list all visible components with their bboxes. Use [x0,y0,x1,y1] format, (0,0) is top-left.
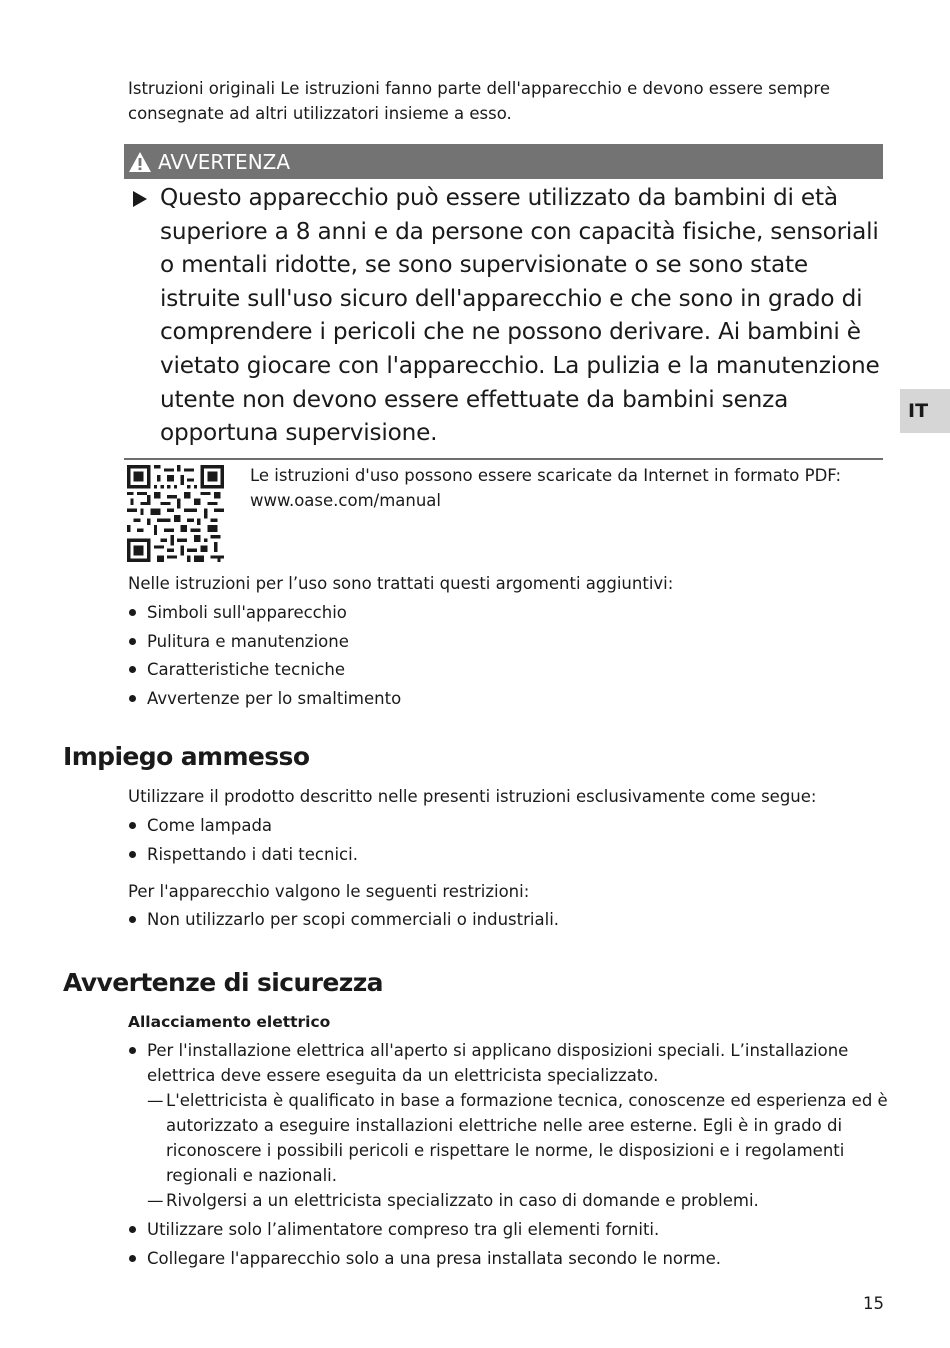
download-text: Le istruzioni d'uso possono essere scaricate da Internet in formato PDF: [250,466,842,485]
page-number: 15 [863,1294,884,1313]
list-item: Rispettando i dati tecnici. [128,842,888,867]
list-item: Utilizzare solo l’alimentatore compreso tra gli elementi forniti. [128,1217,888,1242]
list-item: Non utilizzarlo per scopi commerciali o industriali. [128,907,888,932]
topics-section [128,571,888,711]
warning-body [124,181,883,460]
warning-header [124,144,883,179]
section-heading-sicurezza: Avvertenze di sicurezza [63,968,383,997]
sicurezza-section [128,1010,888,1271]
safety-list [128,1038,888,1271]
restrictions-list [128,907,888,932]
download-info [250,463,870,513]
list-item: Avvertenze per lo smaltimento [128,686,888,711]
intro-text: Istruzioni originali Le istruzioni fanno parte dell'apparecchio e devono essere sempre consegnate ad altri utilizzatori insieme a esso. [128,79,830,123]
safety-item-text: Per l'installazione elettrica all'aperto si applicano disposizioni speciali. L’installazione elettrica deve essere eseguita da un elettricista specializzato. [147,1041,849,1085]
warning-title: AVVERTENZA [158,149,291,174]
language-tab: IT [900,389,950,433]
qr-code [127,465,224,562]
manual-link[interactable]: www.oase.com/manual [250,491,442,510]
restrictions-intro: Per l'apparecchio valgono le seguenti restrizioni: [128,881,530,901]
impiego-section [128,784,888,932]
arrow-right-icon [133,191,147,207]
list-item: Simboli sull'apparecchio [128,600,888,625]
section-heading-impiego: Impiego ammesso [63,742,310,771]
warning-triangle-icon [128,151,152,173]
warning-text: Questo apparecchio può essere utilizzato da bambini di età superiore a 8 anni e da persone con capacità fisiche, sensoriali o mentali ridotte, se sono supervisionate o se sono state istruite sull'uso sicuro dell'apparecchio e che sono in grado di comprendere i pericoli che ne possono derivare. Ai bambini è vietato giocare con l'apparecchio. La pulizia e la manutenzione utente non devono essere effettuate da bambini senza opportuna supervisione. [160,184,880,447]
subheading-allacciamento: Allacciamento elettrico [128,1013,331,1031]
impiego-list [128,813,888,867]
list-item: Caratteristiche tecniche [128,657,888,682]
dash-item: — Rivolgersi a un elettricista specializzato in caso di domande e problemi. [147,1188,888,1213]
dash-list [147,1088,888,1213]
dash-item: — L'elettricista è qualificato in base a formazione tecnica, conoscenze ed esperienza ed è autorizzato a eseguire installazioni elettriche nelle aree esterne. Egli è in grado di riconoscere i possibili pericoli e rispettare le norme, le disposizioni e i regolamenti regionali e nazionali. [147,1088,888,1188]
list-item: Collegare l'apparecchio solo a una presa installata secondo le norme. [128,1246,888,1271]
topics-list [128,600,888,711]
list-item [128,1038,888,1213]
list-item: Pulitura e manutenzione [128,629,888,654]
list-item: Come lampada [128,813,888,838]
topics-intro: Nelle istruzioni per l’uso sono trattati questi argomenti aggiuntivi: [128,574,674,593]
impiego-intro: Utilizzare il prodotto descritto nelle presenti istruzioni esclusivamente come segue: [128,787,817,806]
